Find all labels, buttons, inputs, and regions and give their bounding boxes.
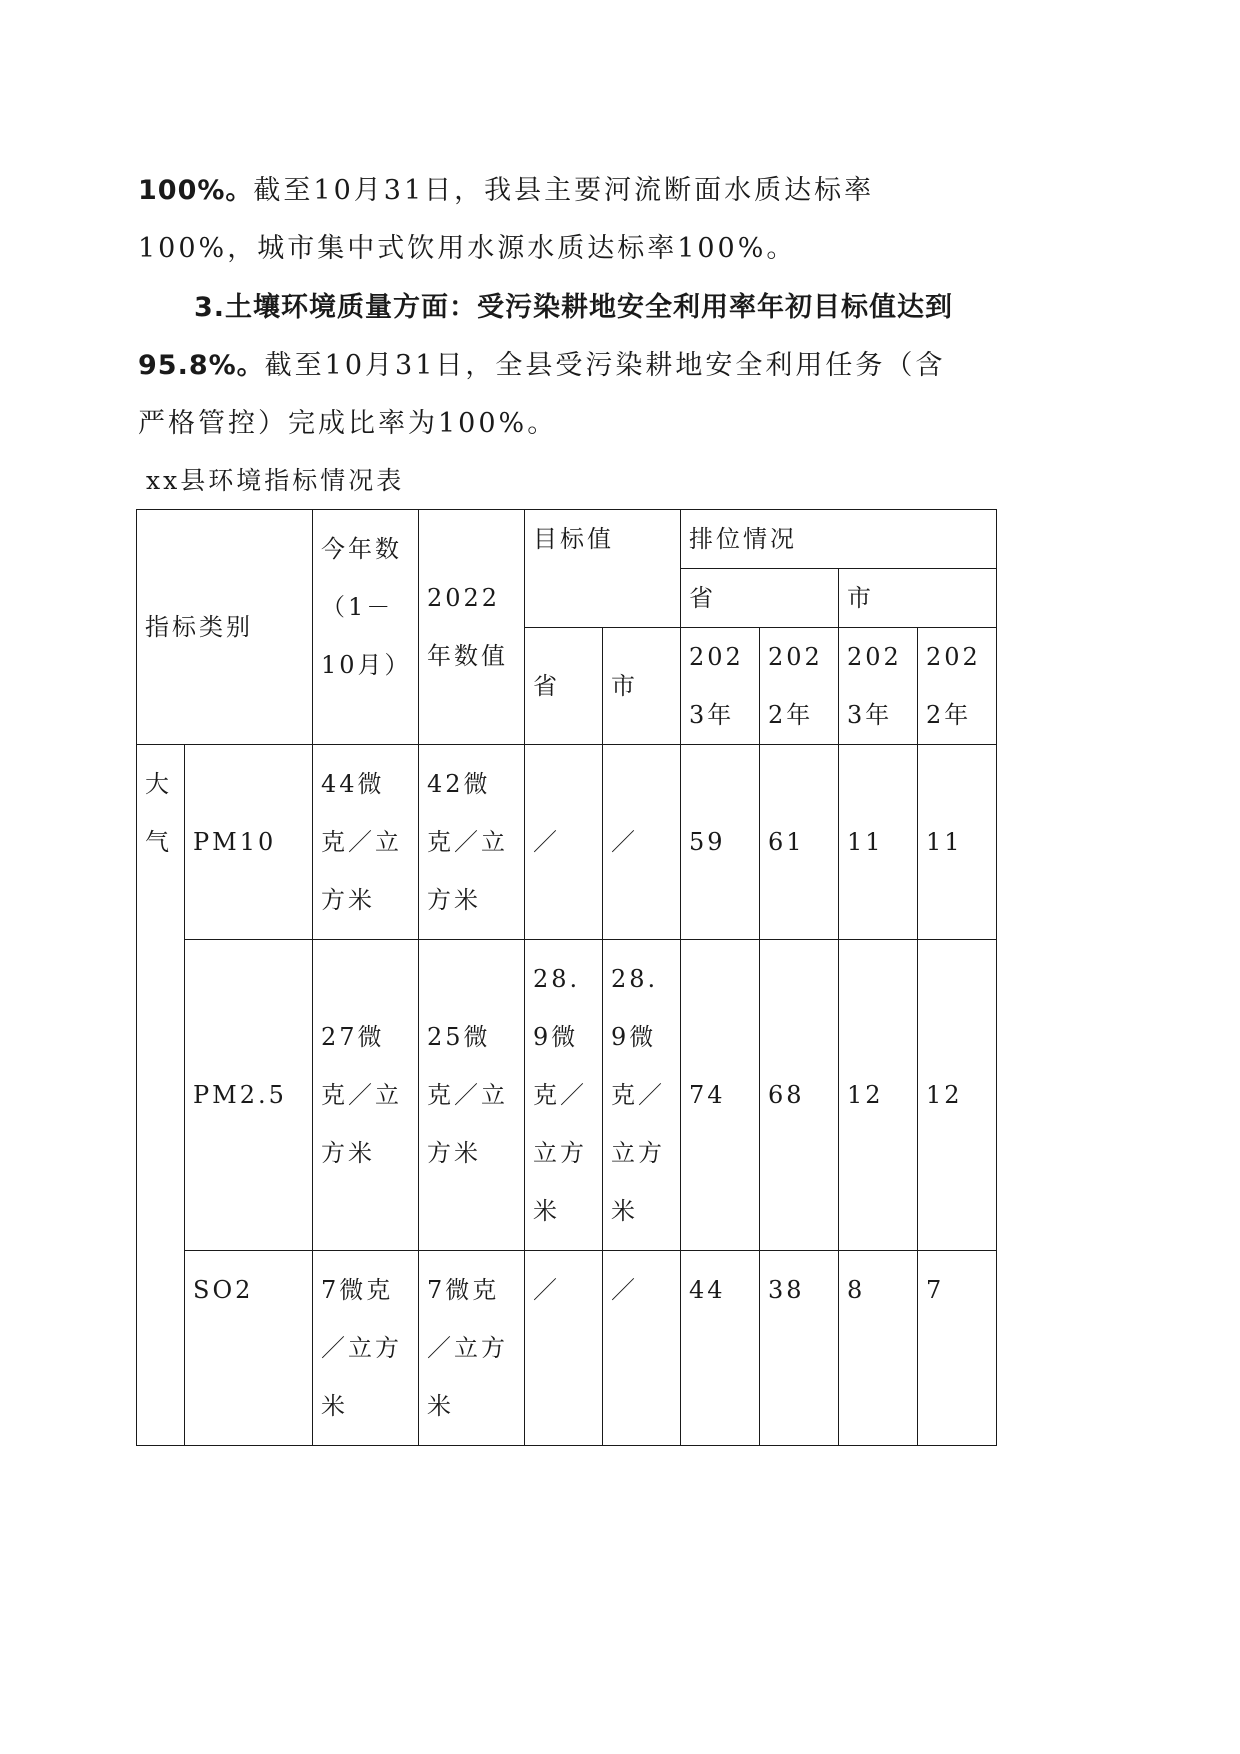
rank-city-2022: 7 bbox=[918, 1251, 997, 1446]
header-target-province: 省 bbox=[525, 628, 603, 745]
paragraph-bold-lead: 3.土壤环境质量方面：受污染耕地安全利用率年初目标值达到95.8%。 bbox=[138, 292, 954, 381]
header-target-city: 市 bbox=[603, 628, 681, 745]
table-caption: xx县环境指标情况表 bbox=[146, 466, 405, 495]
environment-indicator-table bbox=[136, 509, 997, 1446]
rank-province-2022: 68 bbox=[760, 940, 839, 1251]
header-last-year: 2022年数值 bbox=[419, 510, 525, 745]
rank-city-2022: 12 bbox=[918, 940, 997, 1251]
table-row bbox=[137, 745, 997, 940]
rank-city-2023: 8 bbox=[839, 1251, 918, 1446]
header-province-2022: 2022年 bbox=[760, 628, 839, 745]
header-row-1 bbox=[137, 510, 997, 569]
this-year-value: 44微克／立方米 bbox=[313, 745, 419, 940]
rank-province-2023: 59 bbox=[681, 745, 760, 940]
header-category: 指标类别 bbox=[137, 510, 313, 745]
rank-province-2023: 44 bbox=[681, 1251, 760, 1446]
header-ranking-province: 省 bbox=[681, 569, 839, 628]
last-year-value: 42微克／立方米 bbox=[419, 745, 525, 940]
last-year-value: 25微克／立方米 bbox=[419, 940, 525, 1251]
indicator-name: PM10 bbox=[185, 745, 313, 940]
rank-city-2023: 12 bbox=[839, 940, 918, 1251]
rank-province-2023: 74 bbox=[681, 940, 760, 1251]
table-row bbox=[137, 940, 997, 1251]
target-city-value: 28.9微克／立方米 bbox=[603, 940, 681, 1251]
target-province-value: 28.9微克／立方米 bbox=[525, 940, 603, 1251]
paragraph-soil-quality bbox=[138, 279, 968, 453]
rank-city-2022: 11 bbox=[918, 745, 997, 940]
table-row bbox=[137, 1251, 997, 1446]
target-city-value: ／ bbox=[603, 1251, 681, 1446]
group-label-air: 大气 bbox=[137, 745, 185, 1446]
paragraph-text: 截至10月31日，全县受污染耕地安全利用任务（含严格管控）完成比率为100%。 bbox=[138, 350, 946, 439]
indicator-name: PM2.5 bbox=[185, 940, 313, 1251]
target-city-value: ／ bbox=[603, 745, 681, 940]
this-year-value: 7微克／立方米 bbox=[313, 1251, 419, 1446]
header-city-2023: 2023年 bbox=[839, 628, 918, 745]
rank-province-2022: 61 bbox=[760, 745, 839, 940]
header-target: 目标值 bbox=[525, 510, 681, 628]
header-city-2022: 2022年 bbox=[918, 628, 997, 745]
header-province-2023: 2023年 bbox=[681, 628, 760, 745]
rank-city-2023: 11 bbox=[839, 745, 918, 940]
target-province-value: ／ bbox=[525, 745, 603, 940]
last-year-value: 7微克／立方米 bbox=[419, 1251, 525, 1446]
header-this-year: 今年数（1－10月） bbox=[313, 510, 419, 745]
this-year-value: 27微克／立方米 bbox=[313, 940, 419, 1251]
indicator-name: SO2 bbox=[185, 1251, 313, 1446]
paragraph-bold-lead: 100%。 bbox=[138, 175, 254, 206]
rank-province-2022: 38 bbox=[760, 1251, 839, 1446]
target-province-value: ／ bbox=[525, 1251, 603, 1446]
header-ranking: 排位情况 bbox=[681, 510, 997, 569]
header-ranking-city: 市 bbox=[839, 569, 997, 628]
paragraph-water-quality bbox=[138, 162, 968, 278]
paragraph-text: 截至10月31日，我县主要河流断面水质达标率100%，城市集中式饮用水源水质达标率100%。 bbox=[138, 175, 875, 264]
